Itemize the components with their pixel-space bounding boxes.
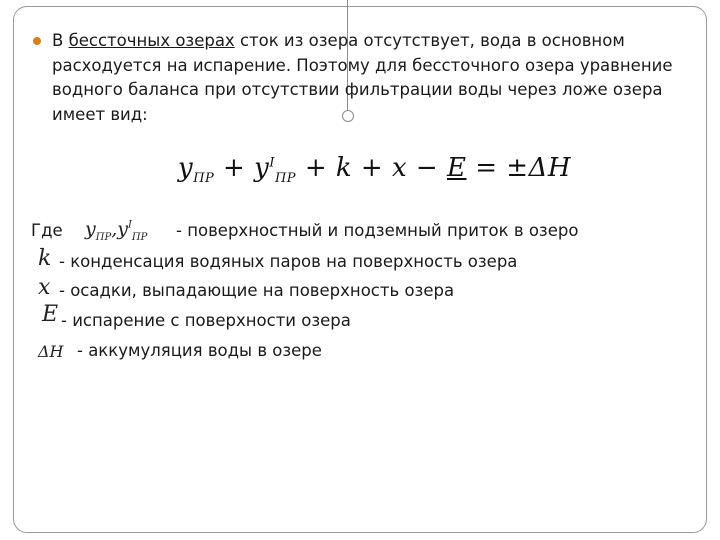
inflow-y2: y xyxy=(117,218,128,240)
inflow-y2-sup: I xyxy=(127,219,132,231)
k-description: - конденсация водяных паров на поверхность озера xyxy=(59,252,518,271)
inflow-symbols xyxy=(85,218,147,243)
water-balance-formula xyxy=(178,153,571,186)
inflow-y2-sub: ПР xyxy=(131,231,148,243)
symbol-E: E xyxy=(42,302,59,327)
formula-dH: ΔH xyxy=(528,153,572,183)
formula-k: k xyxy=(335,153,353,183)
main-paragraph xyxy=(52,29,702,127)
inflow-sep: , xyxy=(111,218,118,240)
formula-plus3: + xyxy=(352,153,392,183)
formula-y1-sub: ПР xyxy=(193,171,215,187)
inflow-y1-sub: ПР xyxy=(95,231,112,243)
formula-minus: − xyxy=(407,153,447,183)
bullet-dot xyxy=(33,37,41,45)
paragraph-underlined-term: бессточных озерах xyxy=(68,31,235,50)
formula-plus2: + xyxy=(296,153,336,183)
inflow-description: - поверхностный и подземный приток в озеро xyxy=(176,221,579,240)
paragraph-rest: сток из озера отсутствует, вода в основном расходуется на испарение. Поэтому для бессточного озера уравнение водного баланса при отсутствии фильтрации воды через ложе озера имеет вид: xyxy=(52,31,673,124)
x-description: - осадки, выпадающие на поверхность озера xyxy=(59,281,455,300)
formula-y1: y xyxy=(178,153,194,183)
formula-eq: = xyxy=(466,153,507,183)
symbol-x: x xyxy=(38,275,51,300)
formula-pm: ± xyxy=(506,153,529,183)
formula-y2: y xyxy=(254,153,270,183)
dH-description: - аккумуляция воды в озере xyxy=(77,341,322,360)
paragraph-prefix: В xyxy=(52,31,69,50)
formula-y2-sub: ПР xyxy=(274,171,297,187)
formula-plus1: + xyxy=(214,153,255,183)
E-description: - испарение с поверхности озера xyxy=(61,311,351,330)
inflow-y1: y xyxy=(85,218,96,240)
where-label: Где xyxy=(31,221,63,240)
formula-y2-sup: I xyxy=(269,155,275,171)
formula-E: E xyxy=(446,153,467,183)
formula-x: x xyxy=(391,153,408,183)
symbol-k: k xyxy=(38,246,52,271)
symbol-dH: ΔH xyxy=(38,342,64,361)
